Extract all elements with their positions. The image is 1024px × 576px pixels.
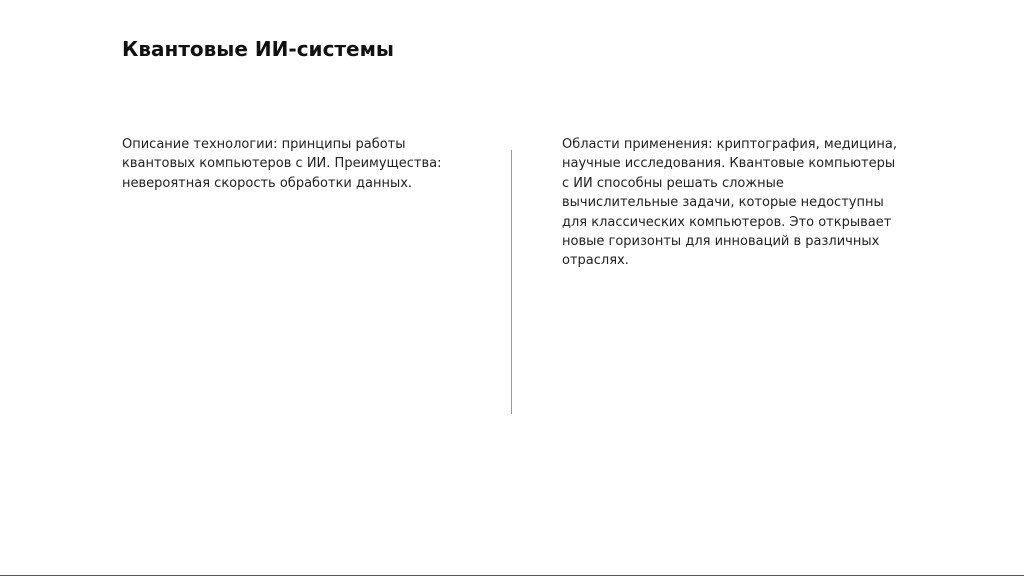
right-text-line: вычислительные задачи, которые недоступны bbox=[562, 195, 884, 211]
left-column-text bbox=[122, 135, 462, 193]
left-text-line: квантовых компьютеров с ИИ. Преимущества: bbox=[122, 156, 442, 172]
right-column-text bbox=[562, 135, 902, 271]
right-text-line: отраслях. bbox=[562, 253, 629, 269]
right-text-line: с ИИ способны решать сложные bbox=[562, 175, 784, 191]
right-text-line: Области применения: криптография, медицина, bbox=[562, 137, 898, 152]
slide-title: Квантовые ИИ-системы bbox=[122, 37, 395, 61]
column-divider bbox=[511, 150, 512, 414]
left-text-line: Описание технологии: принципы работы bbox=[122, 137, 406, 152]
right-text-line: научные исследования. Квантовые компьютеры bbox=[562, 156, 896, 172]
left-text-line: невероятная скорость обработки данных. bbox=[122, 175, 413, 191]
right-text-line: новые горизонты для инноваций в различных bbox=[562, 234, 880, 250]
right-text-line: для классических компьютеров. Это открывает bbox=[562, 214, 892, 230]
